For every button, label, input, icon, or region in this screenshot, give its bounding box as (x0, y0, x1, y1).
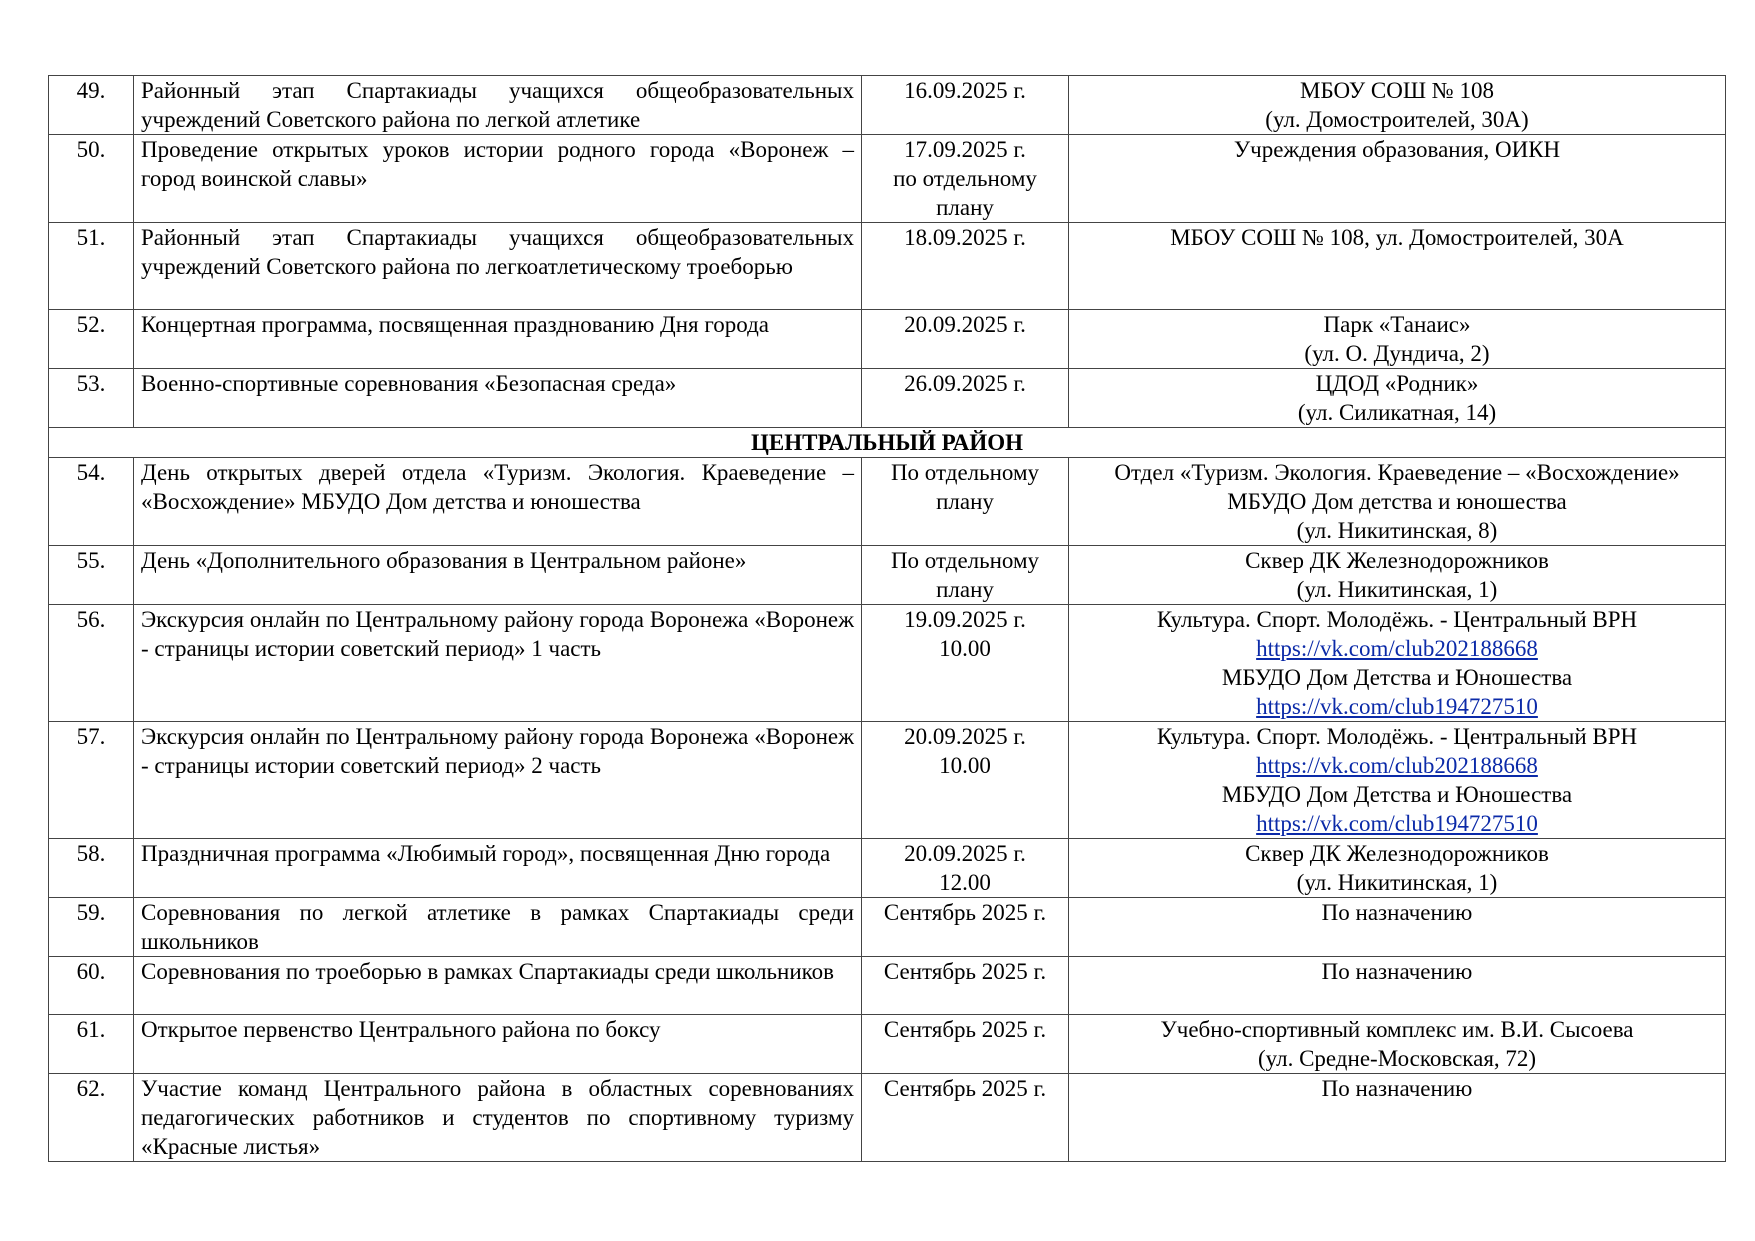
table-row (49, 1074, 1726, 1162)
event-title: Районный этап Спартакиады учащихся общеобразовательных учреждений Советского района по легкоатлетическому троеборью (134, 223, 862, 310)
place-line: По назначению (1321, 1076, 1473, 1101)
event-place-cell (1069, 957, 1726, 1015)
section-header-row (49, 428, 1726, 458)
event-date-line: Сентябрь 2025 г. (883, 1017, 1047, 1042)
event-place-cell (1069, 1074, 1726, 1162)
event-date-line: 17.09.2025 г. (904, 137, 1026, 162)
event-date-cell (862, 839, 1069, 898)
place-line: Учреждения образования, ОИКН (1233, 137, 1561, 162)
place-line: МБОУ СОШ № 108 (1300, 78, 1494, 103)
row-number: 57. (49, 722, 134, 839)
event-date-cell (862, 1015, 1069, 1074)
place-line: Парк «Танаис» (1323, 312, 1471, 337)
place-line: Сквер ДК Железнодорожников (1245, 548, 1549, 573)
row-number: 52. (49, 310, 134, 369)
event-date-cell (862, 546, 1069, 605)
section-title: ЦЕНТРАЛЬНЫЙ РАЙОН (49, 428, 1726, 458)
event-date-line: 12.00 (939, 870, 991, 895)
place-line: Культура. Спорт. Молодёжь. - Центральный ВРН (1156, 724, 1638, 749)
place-line: МБУДО Дом Детства и Юношества (1221, 782, 1573, 807)
row-number: 54. (49, 458, 134, 546)
table-row (49, 369, 1726, 428)
table-row (49, 458, 1726, 546)
event-date-cell (862, 957, 1069, 1015)
table-row (49, 898, 1726, 957)
place-line: (ул. Силикатная, 14) (1297, 400, 1497, 425)
event-date-line: 20.09.2025 г. (904, 841, 1026, 866)
row-number: 53. (49, 369, 134, 428)
vk-link[interactable]: https://vk.com/club194727510 (1256, 694, 1538, 719)
event-date-cell (862, 458, 1069, 546)
row-number: 51. (49, 223, 134, 310)
table-row (49, 546, 1726, 605)
place-line: По назначению (1321, 959, 1473, 984)
event-date-cell (862, 369, 1069, 428)
event-place-cell (1069, 546, 1726, 605)
event-date-line: 16.09.2025 г. (904, 78, 1026, 103)
event-title: Праздничная программа «Любимый город», посвященная Дню города (134, 839, 862, 898)
row-number: 61. (49, 1015, 134, 1074)
table-row (49, 135, 1726, 223)
row-number: 50. (49, 135, 134, 223)
row-number: 56. (49, 605, 134, 722)
event-place-cell (1069, 223, 1726, 310)
table-row (49, 839, 1726, 898)
events-table (48, 75, 1726, 1162)
table-row (49, 76, 1726, 135)
table-row (49, 1015, 1726, 1074)
event-date-cell (862, 605, 1069, 722)
event-date-cell (862, 722, 1069, 839)
place-line: (ул. Домостроителей, 30А) (1265, 107, 1529, 132)
event-place-cell (1069, 310, 1726, 369)
event-date-line: По отдельному плану (890, 460, 1040, 514)
event-place-cell (1069, 1015, 1726, 1074)
place-line: (ул. Никитинская, 1) (1296, 870, 1498, 895)
event-title: Военно-спортивные соревнования «Безопасная среда» (134, 369, 862, 428)
event-date-cell (862, 135, 1069, 223)
event-date-line: Сентябрь 2025 г. (883, 959, 1047, 984)
event-place-cell (1069, 135, 1726, 223)
event-place-cell (1069, 369, 1726, 428)
table-row (49, 957, 1726, 1015)
table-row (49, 310, 1726, 369)
event-title: Открытое первенство Центрального района по боксу (134, 1015, 862, 1074)
event-date-line: Сентябрь 2025 г. (883, 1076, 1047, 1101)
event-date-cell (862, 223, 1069, 310)
event-place-cell (1069, 839, 1726, 898)
row-number: 49. (49, 76, 134, 135)
event-date-line: По отдельному плану (890, 548, 1040, 602)
vk-link[interactable]: https://vk.com/club202188668 (1256, 753, 1538, 778)
place-line: МБУДО Дом детства и юношества (1227, 489, 1567, 514)
event-date-line: 20.09.2025 г. (904, 312, 1026, 337)
vk-link[interactable]: https://vk.com/club202188668 (1256, 636, 1538, 661)
event-title: День «Дополнительного образования в Центральном районе» (134, 546, 862, 605)
row-number: 60. (49, 957, 134, 1015)
event-title: Концертная программа, посвященная празднованию Дня города (134, 310, 862, 369)
table-row (49, 722, 1726, 839)
vk-link[interactable]: https://vk.com/club194727510 (1256, 811, 1538, 836)
event-date-cell (862, 898, 1069, 957)
place-line: Сквер ДК Железнодорожников (1245, 841, 1549, 866)
row-number: 59. (49, 898, 134, 957)
place-line: (ул. Никитинская, 1) (1296, 577, 1498, 602)
event-date-cell (862, 310, 1069, 369)
event-title: Районный этап Спартакиады учащихся общеобразовательных учреждений Советского района по легкой атлетике (134, 76, 862, 135)
table-row (49, 223, 1726, 310)
place-link-line (1076, 751, 1718, 780)
event-title: Соревнования по троеборью в рамках Спартакиады среди школьников (134, 957, 862, 1015)
row-number: 55. (49, 546, 134, 605)
place-line: МБУДО Дом Детства и Юношества (1221, 665, 1573, 690)
event-title: Соревнования по легкой атлетике в рамках Спартакиады среди школьников (134, 898, 862, 957)
place-line: (ул. Никитинская, 8) (1296, 518, 1498, 543)
event-date-line: 18.09.2025 г. (904, 225, 1026, 250)
place-link-line (1076, 634, 1718, 663)
event-date-line: по отдельному плану (893, 166, 1037, 220)
row-number: 58. (49, 839, 134, 898)
place-line: МБОУ СОШ № 108, ул. Домостроителей, 30А (1170, 225, 1624, 250)
event-date-line: 10.00 (939, 636, 991, 661)
place-line: Учебно-спортивный комплекс им. В.И. Сысоева (1160, 1017, 1634, 1042)
event-place-cell (1069, 898, 1726, 957)
event-date-line: 20.09.2025 г. (904, 724, 1026, 749)
place-line: (ул. Средне-Московская, 72) (1257, 1046, 1537, 1071)
event-date-line: 10.00 (939, 753, 991, 778)
event-date-cell (862, 1074, 1069, 1162)
place-line: ЦДОД «Родник» (1315, 371, 1479, 396)
event-title: Проведение открытых уроков истории родного города «Воронеж – город воинской славы» (134, 135, 862, 223)
event-title: Экскурсия онлайн по Центральному району города Воронежа «Воронеж - страницы истории советский период» 2 часть (134, 722, 862, 839)
event-date-line: 19.09.2025 г. (904, 607, 1026, 632)
event-date-cell (862, 76, 1069, 135)
place-line: Отдел «Туризм. Экология. Краеведение – «Восхождение» (1114, 460, 1680, 485)
row-number: 62. (49, 1074, 134, 1162)
table-row (49, 605, 1726, 722)
place-link-line (1076, 809, 1718, 838)
place-line: (ул. О. Дундича, 2) (1304, 341, 1490, 366)
event-title: Экскурсия онлайн по Центральному району города Воронежа «Воронеж - страницы истории советский период» 1 часть (134, 605, 862, 722)
event-date-line: 26.09.2025 г. (904, 371, 1026, 396)
event-title: Участие команд Центрального района в областных соревнованиях педагогических работников и студентов по спортивному туризму «Красные листья» (134, 1074, 862, 1162)
event-date-line: Сентябрь 2025 г. (883, 900, 1047, 925)
place-line: Культура. Спорт. Молодёжь. - Центральный ВРН (1156, 607, 1638, 632)
place-link-line (1076, 692, 1718, 721)
event-place-cell (1069, 722, 1726, 839)
place-line: По назначению (1321, 900, 1473, 925)
event-title: День открытых дверей отдела «Туризм. Экология. Краеведение – «Восхождение» МБУДО Дом детства и юношества (134, 458, 862, 546)
event-place-cell (1069, 458, 1726, 546)
event-place-cell (1069, 605, 1726, 722)
event-place-cell (1069, 76, 1726, 135)
events-table-body (49, 76, 1726, 1162)
